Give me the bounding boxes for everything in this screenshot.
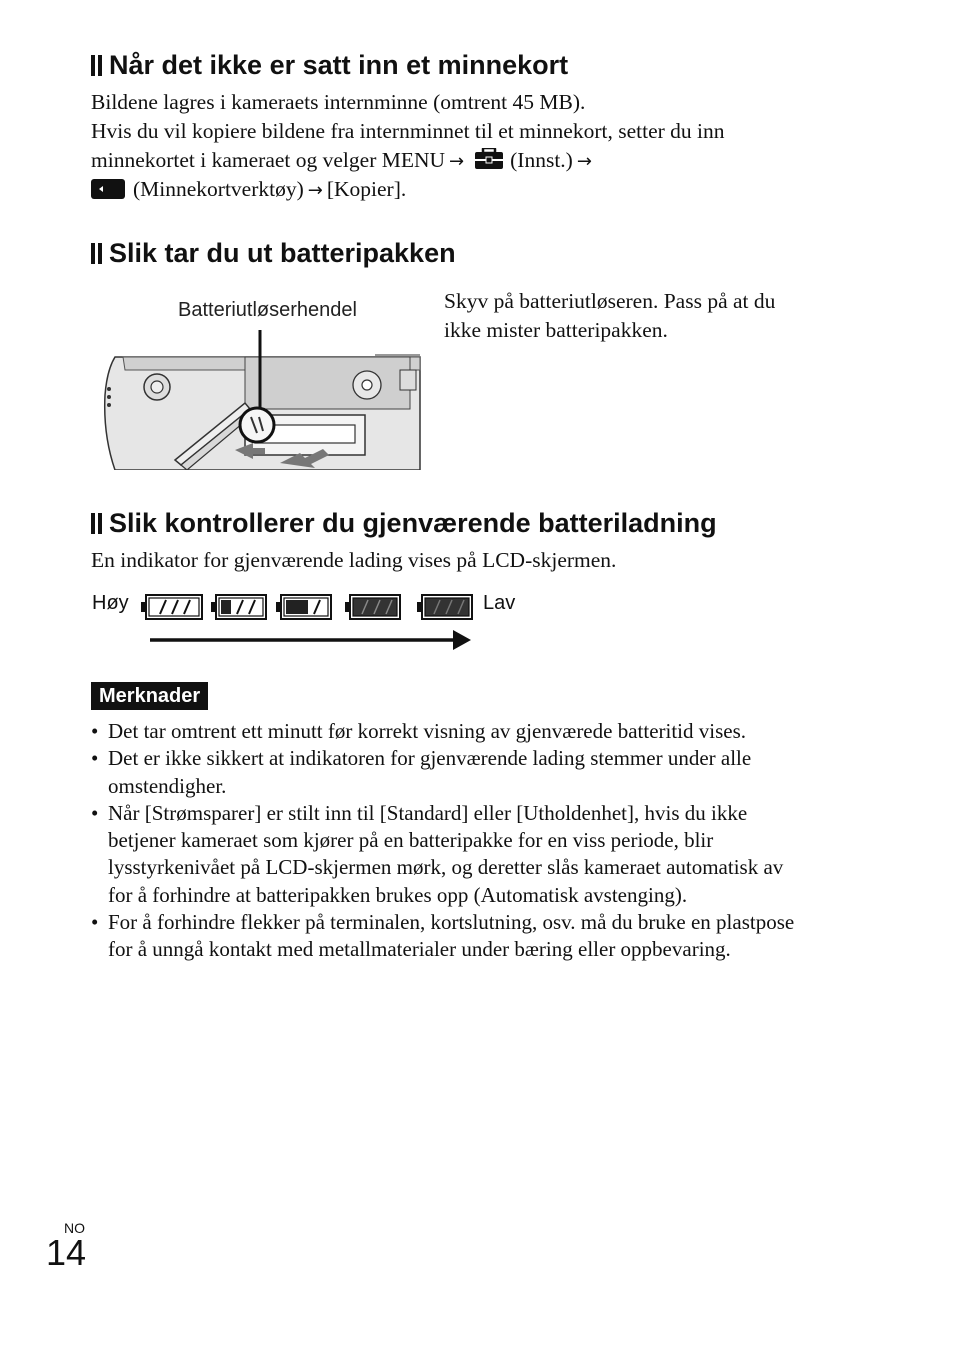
- notes-label: Merknader: [91, 682, 208, 710]
- battery-removal-description: [444, 287, 775, 345]
- toolbox-settings-icon: [474, 148, 504, 170]
- battery-low-icon: [345, 595, 400, 619]
- heading-marker-icon: [91, 513, 102, 534]
- note-line: • Det tar omtrent ett minutt før korrekt visning av gjenværede batteritid vises.: [108, 719, 747, 743]
- body-line: Hvis du vil kopiere bildene fra internminnet til et minnekort, setter du inn: [91, 119, 725, 143]
- battery-high-label: Høy: [92, 592, 129, 614]
- battery-full-icon: [141, 595, 202, 619]
- menu-text: minnekortet i kameraet og velger MENU: [91, 148, 446, 172]
- page-language-code: NO: [64, 1220, 85, 1236]
- arrow-right-icon: →: [307, 180, 323, 201]
- note-line: lysstyrkenivået på LCD-skjermen mørk, og deretter slås kameraet automatisk av: [108, 855, 784, 880]
- battery-lever-callout: Batteriutløserhendel: [178, 299, 357, 321]
- heading-text: Slik tar du ut batteripakken: [109, 238, 456, 268]
- heading-marker-icon: [91, 243, 102, 264]
- list-item: [91, 745, 794, 800]
- copy-text: [Kopier].: [326, 177, 407, 201]
- camera-battery-illustration: [95, 325, 425, 470]
- notes-list: [91, 718, 794, 964]
- note-line: • For å forhindre flekker på terminalen, kortslutning, osv. må du bruke en plastpose: [108, 910, 795, 935]
- battery-low-label: Lav: [483, 592, 516, 614]
- body-line: Skyv på batteriutløseren. Pass på at du: [444, 289, 776, 313]
- body-line: [91, 175, 725, 204]
- battery-two-thirds-icon: [211, 595, 266, 619]
- section3-intro: En indikator for gjenværende lading vises på LCD-skjermen.: [91, 548, 617, 572]
- memory-card-tool-icon: [91, 178, 125, 200]
- memory-card-tool-text: (Minnekortverktøy): [133, 177, 304, 201]
- battery-one-third-icon: [276, 595, 331, 619]
- body-line: [91, 146, 725, 175]
- settings-text: (Innst.): [510, 148, 573, 172]
- heading-text: Slik kontrollerer du gjenværende batteriladning: [109, 508, 717, 538]
- body-line: ikke mister batteripakken.: [444, 318, 668, 342]
- page-number: 14: [46, 1232, 87, 1273]
- note-line: omstendigher.: [108, 773, 227, 798]
- note-line: betjener kameraet som kjører på en batteripakke for en viss periode, blir: [108, 828, 714, 853]
- section-heading-battery-charge: [91, 508, 717, 538]
- list-item: [91, 800, 794, 909]
- body-line: Bildene lagres i kameraets internminne (omtrent 45 MB).: [91, 90, 586, 114]
- section-heading-no-memory-card: [91, 50, 568, 80]
- list-item: [91, 909, 794, 964]
- arrow-right-icon: [150, 630, 471, 650]
- battery-level-indicators: [140, 590, 476, 652]
- list-item: [91, 718, 794, 745]
- note-line: • Det er ikke sikkert at indikatoren for gjenværende lading stemmer under alle: [108, 746, 752, 771]
- battery-empty-icon: [417, 595, 472, 619]
- note-line: for å forhindre at batteripakken brukes opp (Automatisk avstenging).: [108, 882, 688, 907]
- note-line: for å unngå kontakt med metallmaterialer under bæring eller oppbevaring.: [108, 937, 731, 962]
- heading-text: Når det ikke er satt inn et minnekort: [109, 50, 569, 80]
- arrow-right-icon: →: [576, 151, 592, 172]
- heading-marker-icon: [91, 55, 102, 76]
- section1-body: [91, 88, 725, 204]
- section-heading-remove-battery: [91, 238, 456, 268]
- note-line: • Når [Strømsparer] er stilt inn til [Standard] eller [Utholdenhet], hvis du ikke: [108, 800, 748, 825]
- arrow-right-icon: →: [449, 151, 465, 172]
